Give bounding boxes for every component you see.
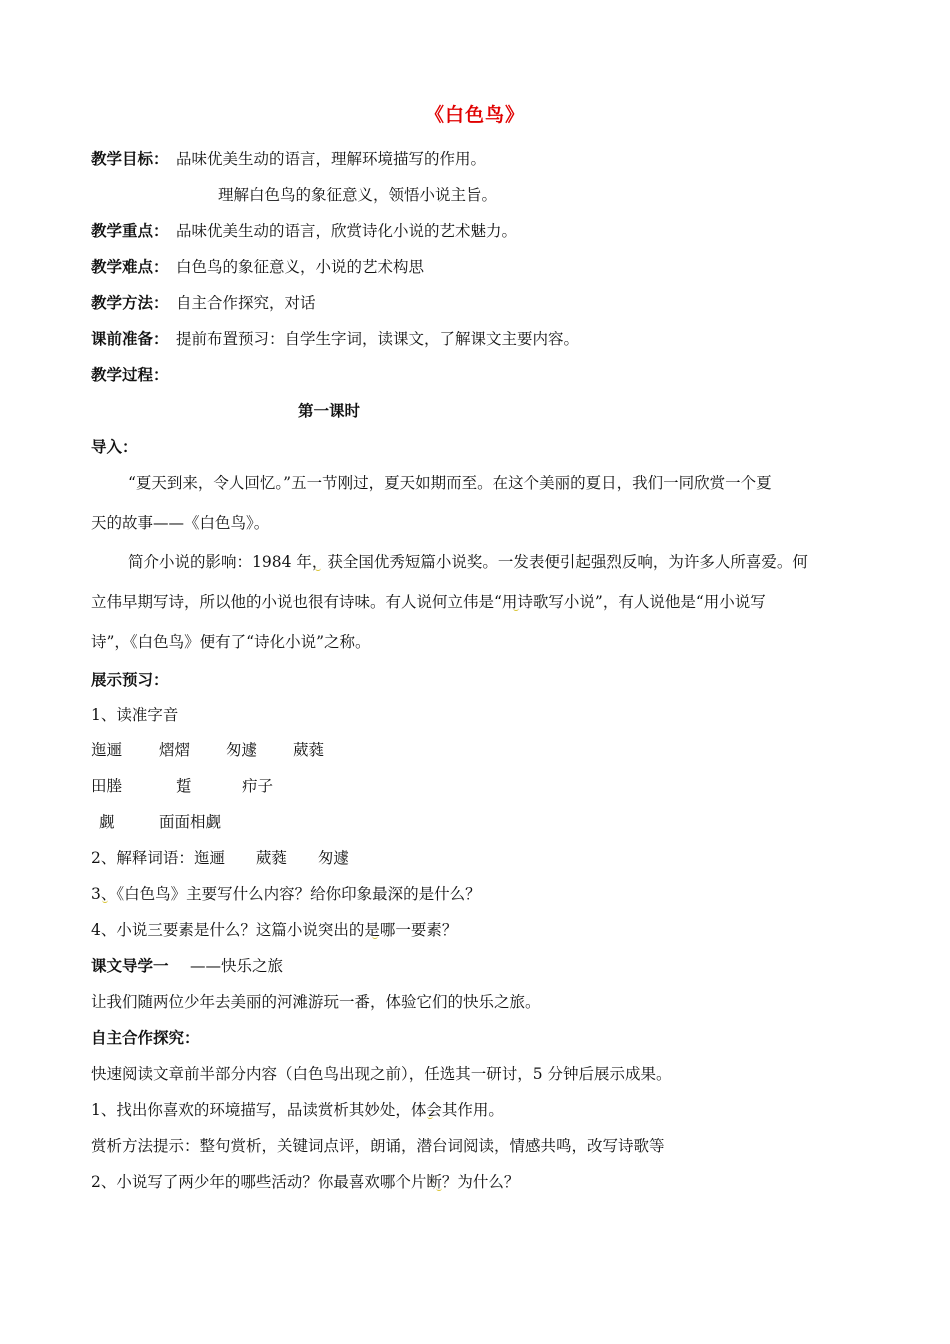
key-points-text: 品味优美生动的语言，欣赏诗化小说的艺术魅力。 (176, 222, 518, 240)
guide-suffix: ——快乐之旅 (190, 957, 284, 975)
lesson-heading: 第一课时 (298, 401, 361, 420)
method-text: 自主合作探究，对话 (176, 294, 316, 312)
document-title: 《白色鸟》 (424, 104, 525, 126)
explore-tip: 赏析方法提示：整句赏析，关键词点评，朗诵，潜台词阅读，情感共鸣，改写诗歌等 (91, 1137, 665, 1155)
difficulties-text: 白色鸟的象征意义，小说的艺术构思 (176, 258, 425, 276)
intro-paragraph-2-line-3: 诗”，《白色鸟》便有了“诗化小说”之称。 (91, 633, 371, 651)
goals-label: 教学目标： (91, 149, 169, 168)
goals-text-1: 品味优美生动的语言，理解环境描写的作用。 (176, 150, 487, 168)
vocab-word: 迤逦 (91, 741, 123, 759)
explore-label: 自主合作探究： (91, 1028, 200, 1047)
prep-text: 提前布置预习：自学生字词，读课文，了解课文主要内容。 (176, 330, 580, 348)
goals-text-2: 理解白色鸟的象征意义，领悟小说主旨。 (218, 186, 498, 204)
guide-label: 课文导学一 (91, 956, 169, 975)
preview-question-2: 2、解释词语：迤逦 葳蕤 匆遽 (91, 849, 349, 867)
intro-label: 导入： (91, 437, 138, 456)
preview-question-4: 4、小说三要素是什么？这篇小说突出的是哪一要素？ (91, 921, 458, 939)
vocab-word: 匆遽 (226, 741, 258, 759)
difficulties-label: 教学难点： (91, 257, 169, 276)
explore-intro: 快速阅读文章前半部分内容（白色鸟出现之前），任选其一研讨，5 分钟后展示成果。 (91, 1065, 672, 1083)
intro-paragraph-2-line-1: 简介小说的影响：1984 年，获全国优秀短篇小说奖。一发表便引起强烈反响，为许多人所喜爱。何 (128, 553, 808, 571)
vocab-word: 踅 (176, 777, 192, 795)
intro-paragraph-1-line-1: “夏天到来，令人回忆。”五一节刚过，夏天如期而至。在这个美丽的夏日，我们一同欣赏一个夏 (128, 474, 772, 492)
intro-paragraph-1-line-2: 天的故事——《白色鸟》。 (91, 514, 270, 532)
process-label: 教学过程： (91, 365, 169, 384)
vocab-word: 葳蕤 (293, 741, 325, 759)
method-label: 教学方法： (91, 293, 169, 312)
vocab-word: 疖子 (242, 777, 274, 795)
guide-text: 让我们随两位少年去美丽的河滩游玩一番，体验它们的快乐之旅。 (91, 993, 541, 1011)
preview-label: 展示预习： (91, 670, 169, 689)
prep-label: 课前准备： (91, 329, 169, 348)
intro-paragraph-2-line-2: 立伟早期写诗，所以他的小说也很有诗味。有人说何立伟是“用诗歌写小说”，有人说他是“用小说写 (91, 593, 766, 611)
preview-question-3: 3、《白色鸟》主要写什么内容？给你印象最深的是什么？ (91, 885, 481, 903)
vocab-word: 熠熠 (159, 741, 191, 759)
explore-question-1: 1、找出你喜欢的环境描写，品读赏析其妙处，体会其作用。 (91, 1101, 504, 1119)
preview-question-1: 1、读准字音 (91, 706, 179, 724)
key-points-label: 教学重点： (91, 221, 169, 240)
explore-question-2: 2、小说写了两少年的哪些活动？你最喜欢哪个片断？为什么？ (91, 1173, 520, 1191)
vocab-word: 田塍 (91, 777, 123, 795)
vocab-word: 觑 (99, 813, 115, 831)
vocab-word: 面面相觑 (159, 813, 222, 831)
